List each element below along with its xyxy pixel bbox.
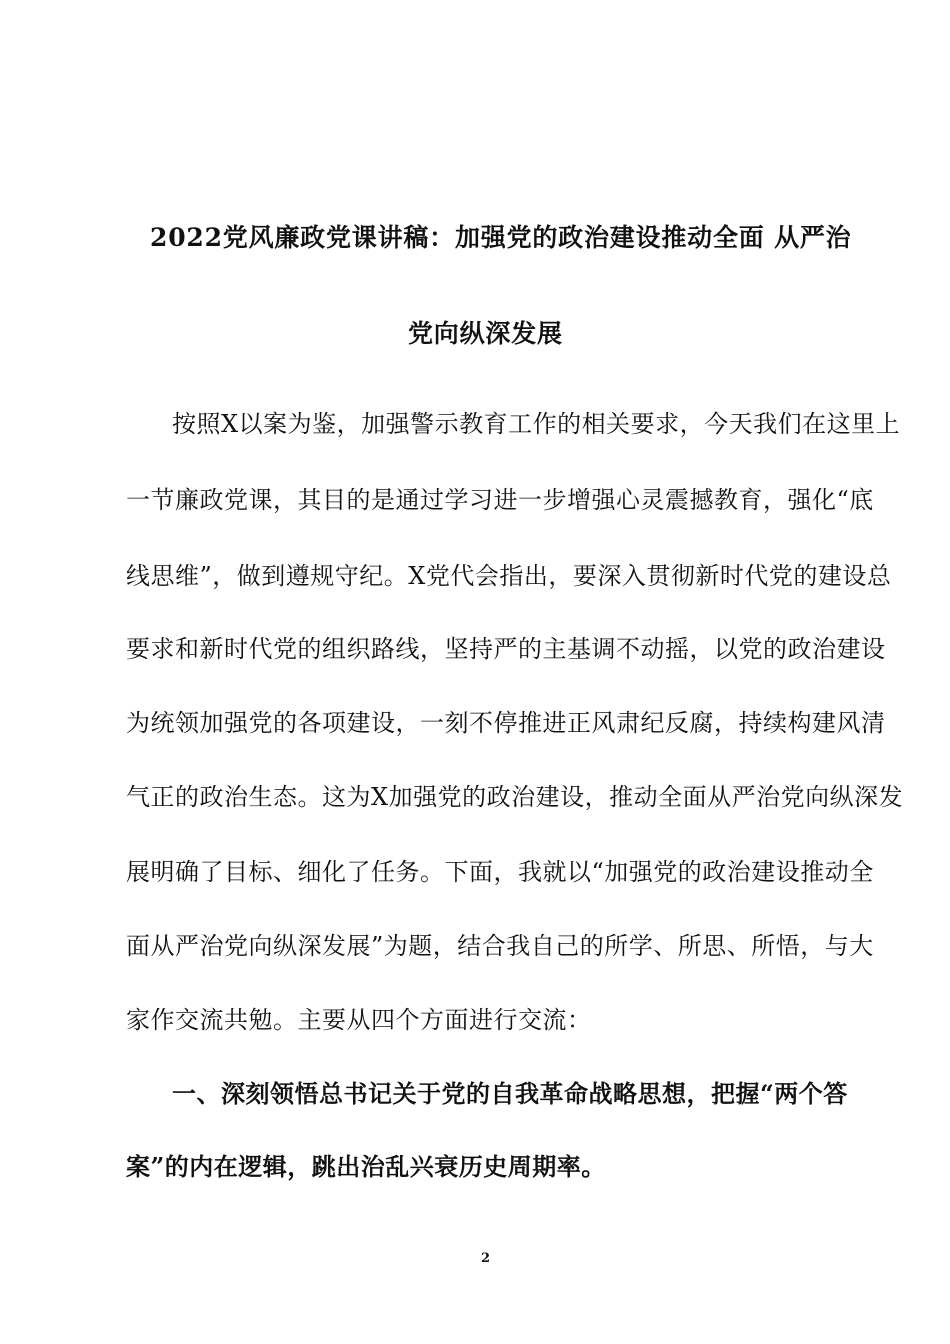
body-line-9: 家作交流共勉。主要从四个方面进行交流： xyxy=(126,1006,592,1034)
body-line-1: 按照X以案为鉴，加强警示教育工作的相关要求，今天我们在这里上 xyxy=(172,410,901,438)
body-line-6: 气正的政治生态。这为X加强党的政治建设，推动全面从严治党向纵深发 xyxy=(126,783,904,811)
body-line-7: 展明确了目标、细化了任务。下面，我就以“加强党的政治建设推动全 xyxy=(126,858,874,886)
page-number: 2 xyxy=(481,1251,491,1266)
section-heading-line-1: 一、深刻领悟总书记关于党的自我革命战略思想，把握“两个答 xyxy=(172,1079,848,1108)
body-line-2: 一节廉政党课，其目的是通过学习进一步增强心灵震撼教育，强化“底 xyxy=(126,486,874,514)
document-title-line-2: 党向纵深发展 xyxy=(408,319,563,348)
body-line-3: 线思维”，做到遵规守纪。X党代会指出，要深入贯彻新时代党的建设总 xyxy=(126,562,892,590)
body-line-5: 为统领加强党的各项建设，一刻不停推进正风肃纪反腐，持续构建风清 xyxy=(126,709,886,737)
document-title-line-1: 2022党风廉政党课讲稿：加强党的政治建设推动全面 从严治 xyxy=(150,223,852,252)
body-line-4: 要求和新时代党的组织路线，坚持严的主基调不动摇，以党的政治建设 xyxy=(126,635,886,663)
body-line-8: 面从严治党向纵深发展”为题，结合我自己的所学、所思、所悟，与大 xyxy=(126,932,874,960)
section-heading-line-2: 案”的内在逻辑，跳出治乱兴衰历史周期率。 xyxy=(126,1152,606,1181)
